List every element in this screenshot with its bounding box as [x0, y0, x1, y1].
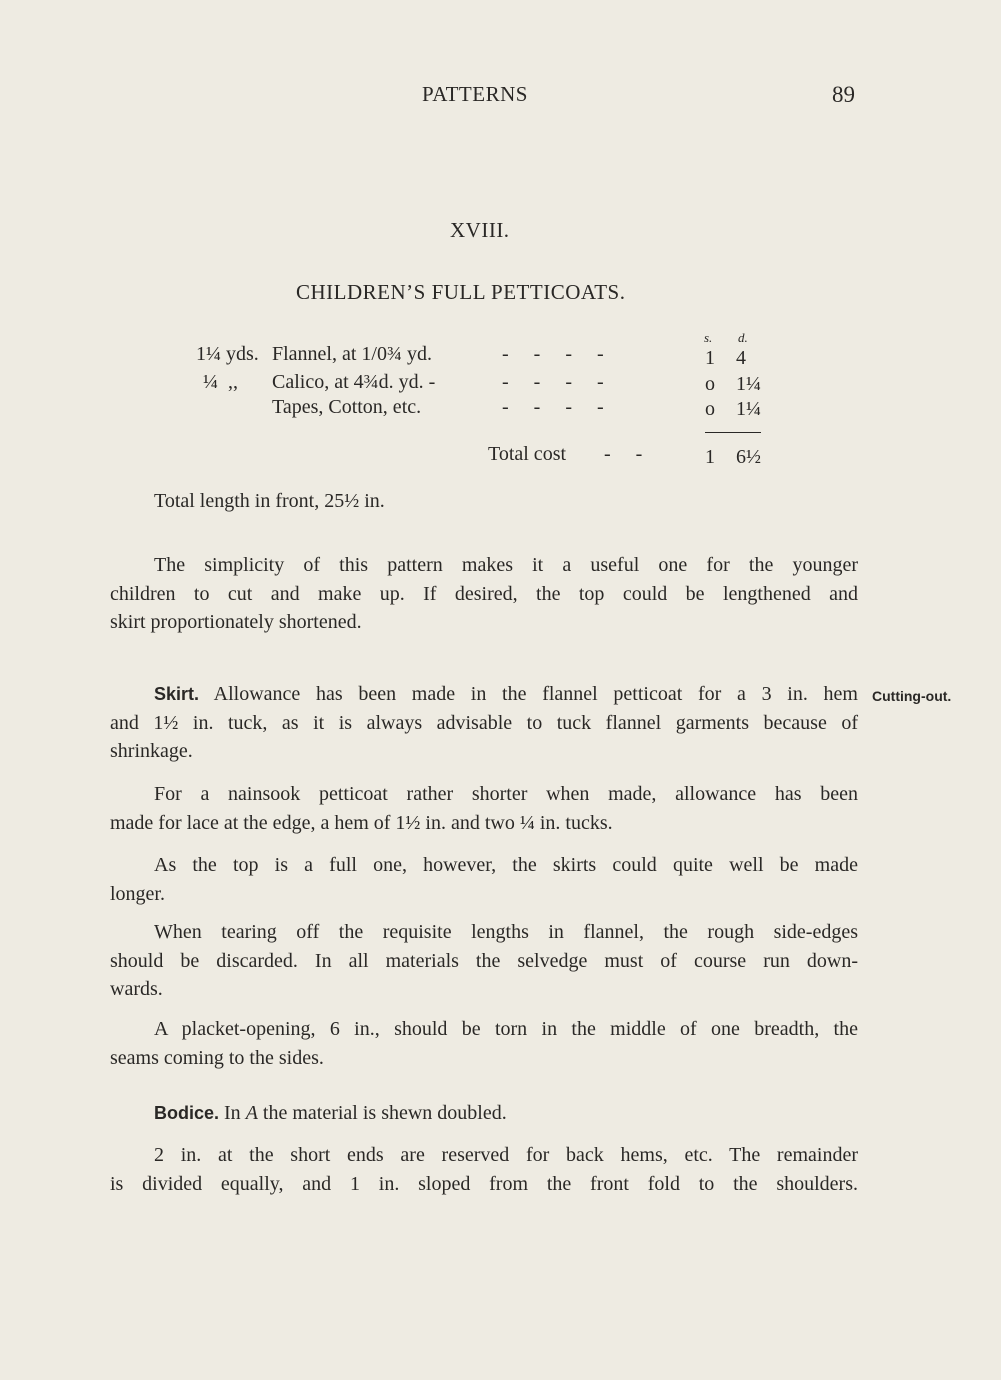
bodice-figure-ref: A — [245, 1102, 258, 1124]
row-item: Flannel, at 1/0¾ yd. — [272, 343, 432, 365]
text-line: made for lace at the edge, a hem of 1½ in. and two ¼ in. tucks. — [110, 811, 613, 834]
sum-rule — [705, 432, 761, 433]
paragraph-remainder — [110, 1141, 858, 1198]
row-shillings: 1 — [705, 347, 715, 369]
leader-dashes: - - - - — [502, 371, 604, 393]
leader-dashes: - - — [604, 443, 643, 465]
row-pence: 1¼ — [736, 398, 761, 420]
margin-note: Cutting-out. — [872, 688, 952, 704]
text-line: should be discarded. In all materials the selvedge must of course run down- — [110, 949, 858, 972]
paragraph-nainsook — [110, 780, 858, 837]
page-number: 89 — [832, 82, 855, 107]
column-header-pence: d. — [738, 330, 748, 345]
text-line: is divided equally, and 1 in. sloped from the front fold to the shoulders. — [110, 1172, 858, 1195]
paragraph-skirt — [110, 680, 858, 766]
text-line: children to cut and make up. If desired, the top could be lengthened and — [110, 582, 858, 605]
paragraph-placket — [110, 1015, 858, 1072]
paragraph-intro — [110, 551, 858, 637]
paragraph-tearing — [110, 918, 858, 1004]
text-line: seams coming to the sides. — [110, 1046, 324, 1069]
text-line: wards. — [110, 978, 163, 1000]
paragraph-bodice — [154, 1099, 858, 1128]
total-length: Total length in front, 25½ in. — [154, 490, 385, 512]
bodice-text-post: the material is shewn doubled. — [257, 1102, 507, 1124]
running-head: PATTERNS — [422, 82, 528, 106]
text-line: shrinkage. — [110, 740, 193, 762]
row-pence: 1¼ — [736, 373, 761, 395]
text-line: skirt proportionately shortened. — [110, 611, 362, 633]
leader-dashes: - - - - — [502, 396, 604, 418]
bodice-text-pre: In — [219, 1102, 246, 1124]
bodice-lead: Bodice. — [154, 1103, 220, 1123]
text-line: longer. — [110, 882, 165, 905]
text-line: When tearing off the requisite lengths in flannel, the rough side-edges — [154, 921, 858, 943]
row-pence: 4 — [736, 347, 746, 369]
text-line — [154, 1099, 858, 1128]
text-line — [110, 680, 858, 709]
text-line: The simplicity of this pattern makes it a useful one for the younger — [154, 554, 858, 576]
row-quantity: 1¼ yds. — [196, 343, 259, 365]
text-line: For a nainsook petticoat rather shorter when made, allowance has been — [154, 783, 858, 805]
row-item: Calico, at 4¾d. yd. - — [272, 371, 436, 393]
total-label: Total cost — [488, 443, 567, 465]
section-title: CHILDREN’S FULL PETTICOATS. — [296, 280, 626, 304]
section-number: XVIII. — [450, 218, 510, 242]
row-quantity: ¼ ,, — [203, 371, 238, 393]
text-line: A placket-opening, 6 in., should be torn in the middle of one breadth, the — [154, 1018, 858, 1040]
row-item: Tapes, Cotton, etc. — [272, 396, 422, 418]
text-line: 2 in. at the short ends are reserved for back hems, etc. The remainder — [154, 1144, 858, 1166]
column-header-shillings: s. — [704, 330, 713, 345]
total-shillings: 1 — [705, 446, 715, 468]
paragraph-full-top — [110, 851, 858, 908]
row-shillings: o — [705, 398, 715, 420]
text-line: and 1½ in. tuck, as it is always advisable to tuck flannel garments because of — [110, 711, 858, 734]
row-shillings: o — [705, 373, 715, 395]
total-pence: 6½ — [736, 446, 761, 468]
skirt-text: Allowance has been made in the flannel petticoat for a 3 in. hem — [199, 683, 858, 705]
skirt-lead: Skirt. — [154, 684, 200, 704]
leader-dashes: - - - - — [502, 343, 604, 365]
text-line: As the top is a full one, however, the skirts could quite well be made — [154, 854, 858, 876]
